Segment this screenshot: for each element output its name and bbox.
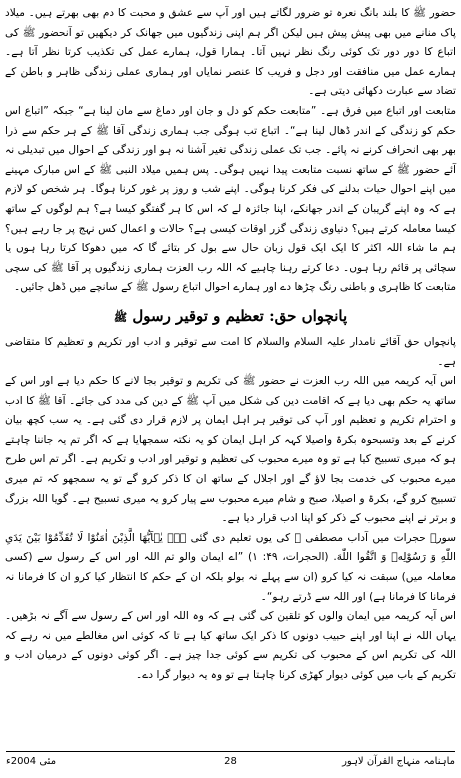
salutation-glyph: ﷺ [113, 310, 128, 324]
publication-city: لاہور [342, 756, 364, 767]
page-number: 28 [224, 756, 237, 767]
publication-name: ماہنامہ منہاج القرآن [366, 756, 455, 767]
paragraph-6: اس آیہ کریمہ میں ایمان والوں کو تلقین کی گئی ہے کہ وہ اللہ اور اس کے رسول سے آگے نہ بڑھیں۔ یہاں اللہ نے اپنا اور اپنے حبیب دونوں کا ذکر ایک ساتھ کیا ہے تا کہ کوئی اس مغالطے میں نہ رہے کہ اللہ کی تکریم اس کے محبوب کی تکریم سے کوئی جدا چیز ہے۔ اگر کوئی دونوں کے درمیان ادب و تکریم کے باب میں کوئی دیوار کھڑی کرنا چاہتا ہے تو وہ یہ دیوار گرا دے۔ [5, 610, 456, 681]
article-body-bottom [5, 333, 456, 686]
paragraph-4: اس آیہ کریمہ میں اللہ رب العزت نے حضور ﷺ کی تکریم و توقیر بجا لانے کا حکم دیا ہے اور اس کے ساتھ یہ حکم بھی دیا ہے کہ اقامت دین کی شکل میں آپ ﷺ کے دین کی مدد کی جائے۔ آقا ﷺ کا ادب و احترام تکریم و تعظیم اور آپ کی توقیر ہر اہل ایمان پر لازم قرار دی گئی ہے۔ یہ سب کچھ بیان کرنے کے بعد وتسبحوہ بکرۃ واصیلا کہہ کر اہل ایمان کو یہ نکتہ سمجھایا ہے کہ اگر تم یہ جاننا چاہتے ہو کہ میری تسبیح کیا ہے تو وہ میرے محبوب کی تعظیم و توقیر اور ادب و تکریم ہے۔ اگر تم اس طرح میرے محبوب کی خدمت بجا لاؤ گے اور اجلال کے ساتھ ان کا ذکر کرو گے تو یہ سمجھو کہ تم میری تسبیح کرو گے، بکرۃ و اصیلا، صبح و شام میرے محبوب سے پیار کرو یہ میری تسبیح ہے۔ گویا اللہ بزرگ و برتر نے اپنے محبوب کے ذکر کو اپنا ادب قرار دیا ہے۔ [5, 375, 456, 525]
paragraph-5: سورۃ حجرات میں آداب مصطفی ﷺ کی یوں تعلیم دی گئی ہے۔ یٰۤاَیُّهَا الَّذِیْنَ اٰمَنُوْا لَا تُقَدِّمُوْا بَیْنَ یَدَیِ اللّٰهِ وَ رَسُوْلِهٖ وَ اتَّقُوا اللّٰهَ. (الحجرات، ۴۹: ۱) ”اے ایمان والو تم اللہ اور اس کے رسول سے (کسی معاملہ میں) سبقت نہ کیا کرو (ان سے پہلے نہ بولو بلکہ ان کے حکم کا انتظار کیا کرو ان کا فرمانا نہ فرمانا کا فرمانا ہے) اور اللہ سے ڈرتے رہو“۔ [5, 531, 456, 603]
paragraph-2: متابعت اور اتباع میں فرق ہے۔ ”متابعت حکم کو دل و جان اور دماغ سے مان لینا ہے“ جبکہ ”اتباع اس حکم کو زندگی کے اندر ڈھال لینا ہے“۔ اتباع تب ہوگی جب ہماری زندگی آقا ﷺ کے ہر حکم سے ذرا بھر بھی انحراف کرنے نہ پائے۔ جب تک عملی زندگی تغیر آشنا نہ ہو اور زندگی کے احوال میں تبدیلی نہ آئے حضور ﷺ کے ساتھ نسبت متابعت پیدا نہیں ہوگی۔ پس ہمیں میلاد النبی ﷺ کے اس مبارک مہینے میں اپنے احوال حیات بدلنے کی فکر کرنا ہوگی۔ اپنے شب و روز پر غور کرنا ہوگا۔ ہر شخص کو لازم ہے کہ وہ اپنے گریبان کے اندر جھانکے، اپنا جائزہ لے کہ اس کا ہر گفتگو کیسا ہے؟ ہم لوگوں کے ساتھ کیسا معاملہ کرتے ہیں؟ دنیاوی زندگی گزر اوقات کیسی ہے؟ حالات و اعمال کس نہج پر جا رہے ہیں؟ ہم ما شاء اللہ اکثر کا ایک ایک قول زبان حال سے بول کر بتائے گا کہ میں دھوکا کرتا رہا ہوں یا سچائی پر قائم رہا ہوں۔ دعا کرتے رہنا چاہیے کہ اللہ رب العزت ہماری زندگیوں پر آقا ﷺ کی سچی متابعت کا ظاہری و باطنی رنگ چڑھا دے اور ہمارے احوال اتباع رسول ﷺ کے سانچے میں ڈھل جائیں۔ [5, 104, 456, 294]
section-heading [5, 301, 456, 331]
paragraph-3: پانچواں حق آقائے نامدار علیہ السلام والسلام کا امت سے توقیر و ادب اور تکریم و تعظیم کا متقاضی ہے۔ [5, 335, 456, 368]
page-footer [6, 751, 455, 772]
issue-date: مئی 2004ء [6, 756, 57, 767]
section-heading-text: پانچواں حق: تعظیم و توقیر رسول [132, 306, 348, 325]
article-body-top [5, 4, 456, 298]
paragraph-1: حضور ﷺ کا بلند بانگ نعرہ تو ضرور لگاتے ہیں اور آپ سے عشق و محبت کا دم بھی بھرتے ہیں۔ میلاد پاک منانے میں بھی پیش پیش ہیں لیکن اگر ہم اپنی زندگیوں میں جھانک کر دیکھیں تو آنحضور ﷺ کی اتباع کا دور دور تک کوئی رنگ نظر نہیں آتا۔ ہمارا قول، ہمارے عمل کی تکذیب کرتا نظر آتا ہے۔ ہمارے عمل میں منافقت اور دجل و فریب کا عنصر نمایاں اور ہماری عملی زندگی ظاہر و باطن کے تضاد سے عبارت دکھائی دیتی ہے۔ [5, 7, 456, 98]
